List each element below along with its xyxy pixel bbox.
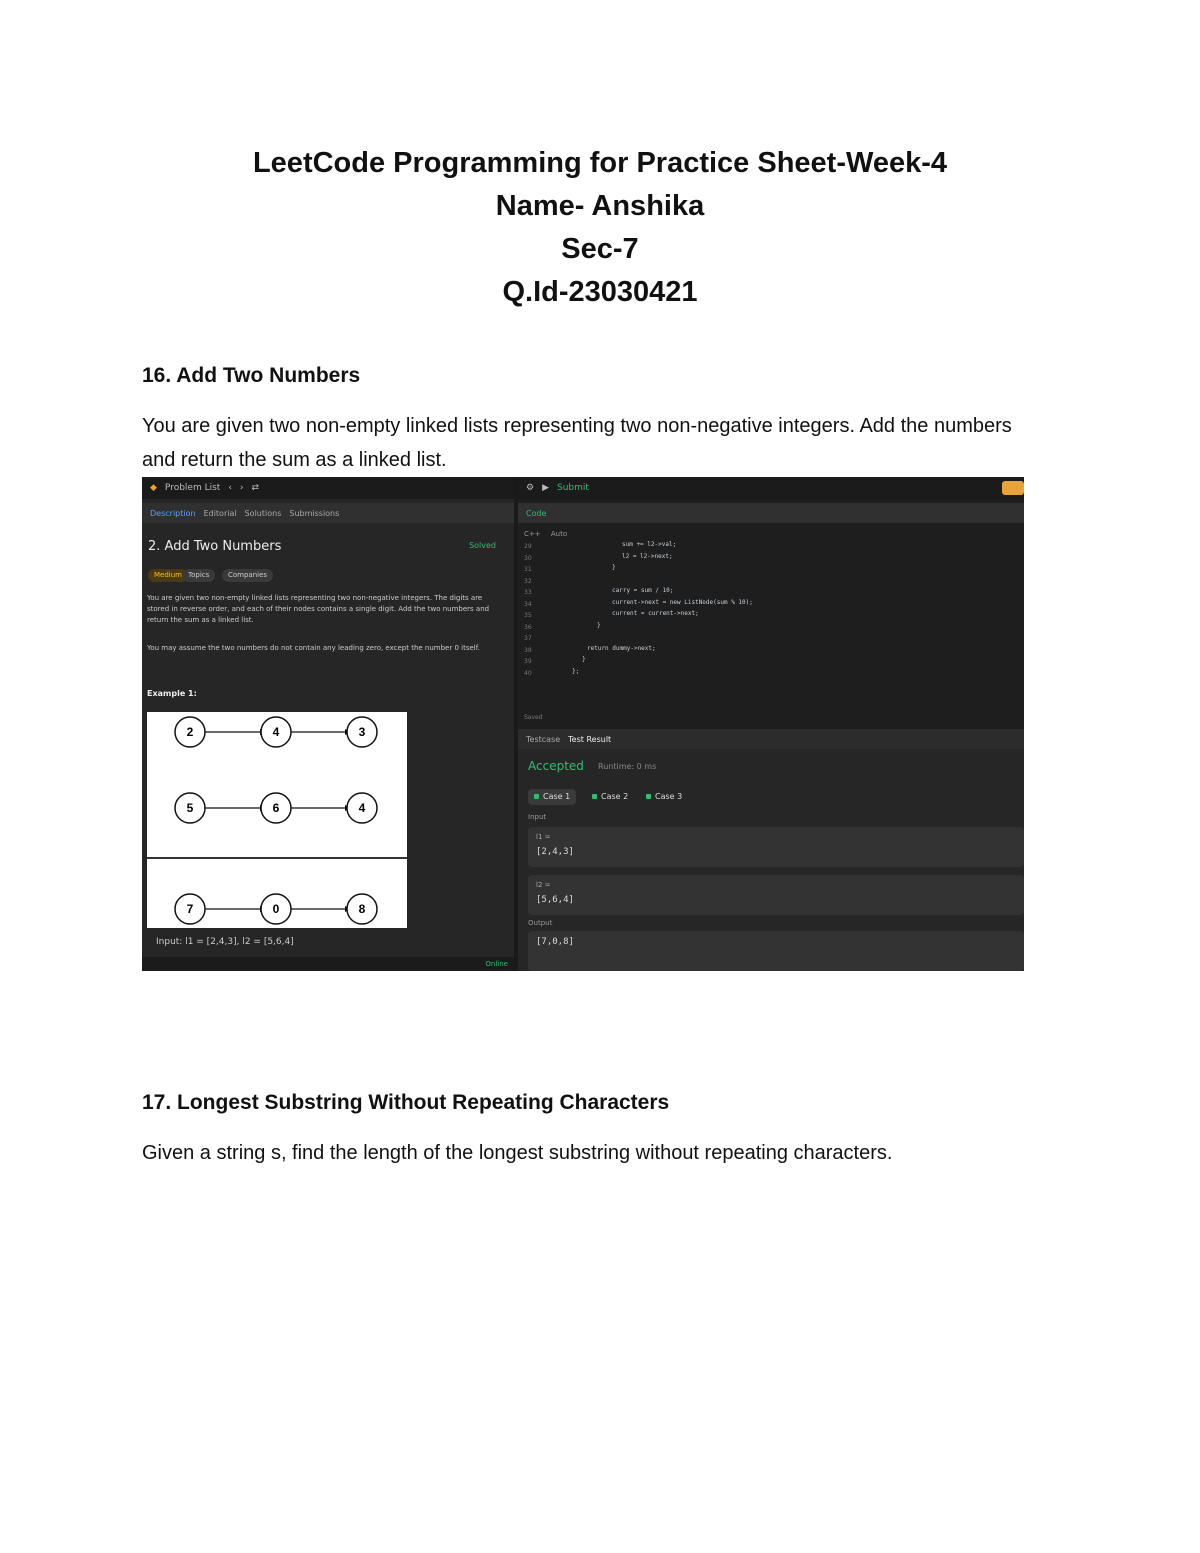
code-line: carry = sum / 10; [612,587,674,594]
problem-title: 2. Add Two Numbers [148,539,282,554]
code-line: } [582,656,586,663]
code-line: }; [572,667,580,675]
question-16-title: 16. Add Two Numbers [142,364,361,387]
case-3-tab[interactable]: Case 3 [640,789,688,805]
tab-solutions[interactable]: Solutions [244,508,282,518]
tab-test-result[interactable]: Test Result [568,734,612,744]
line-number: 30 [524,554,532,562]
leetcode-logo-icon: ◆ [150,483,157,493]
editor-panel [518,477,1024,971]
line-number: 29 [524,543,532,550]
diagram-row-1 [175,717,377,747]
diagram-row-3 [175,894,377,924]
leetcode-screenshot [142,477,1024,971]
question-16-description: You are given two non-empty linked lists representing two non-negative integers. Add the numbers and return the sum as a linked list. [142,415,1012,471]
student-name: Name- Anshika [495,190,705,222]
companies-pill[interactable]: Companies [222,569,273,582]
question-id: Q.Id-23030421 [502,276,698,308]
online-status: Online [485,960,508,968]
tab-submissions[interactable]: Submissions [289,508,340,518]
line-number: 38 [524,646,532,654]
submit-button[interactable]: Submit [557,483,589,493]
mode-select[interactable]: Auto [550,530,568,538]
problem-text-1: You are given two non-empty linked lists representing two non-negative integers. The digits are stored in reverse order, and each of their nodes contains a single digit. Add the two numbers and return the sum as a linked list. [147,594,490,624]
node-label: 7 [186,902,194,916]
accepted-status: Accepted [528,759,584,773]
line-number: 37 [524,635,532,642]
line-number: 31 [524,566,532,573]
output-field: [7,0,8] [528,931,1024,971]
line-number: 36 [524,623,532,631]
diagram-row-2 [175,793,377,823]
editor-top-bar [518,477,1024,499]
tab-code[interactable]: Code [526,508,547,518]
line-number: 33 [524,589,532,596]
result-tabs [518,729,1024,749]
problem-list-link[interactable]: Problem List [164,483,221,493]
node-label: 8 [358,902,366,916]
solved-badge: Solved [469,541,496,550]
chevron-left-icon[interactable]: ‹ [228,483,232,493]
node-label: 4 [272,725,280,739]
input-field-l2: l2 = [5,6,4] [528,875,1024,915]
linked-list-diagram [147,712,407,928]
chevron-right-icon[interactable]: › [239,483,244,493]
node-label: 5 [186,801,194,815]
tab-editorial[interactable]: Editorial [203,508,237,518]
problem-tabs [142,503,514,523]
case-1-tab[interactable]: Case 1 [528,789,576,805]
test-results-panel [518,729,1024,971]
problem-status-bar [142,957,514,971]
output-label: Output [528,919,553,927]
code-line: current->next = new ListNode(sum % 10); [612,598,753,606]
example-input: Input: l1 = [2,4,3], l2 = [5,6,4] [156,937,294,947]
shuffle-icon[interactable]: ⇄ [251,483,260,493]
question-17-title: 17. Longest Substring Without Repeating Characters [142,1091,670,1114]
run-icon[interactable]: ▶ [542,483,549,493]
node-label: 4 [358,801,366,815]
tab-testcase[interactable]: Testcase [526,734,561,744]
section: Sec-7 [561,233,639,265]
code-line: } [612,564,616,571]
example-label: Example 1: [147,689,197,698]
editor-saved-status: Saved [524,714,543,721]
node-label: 3 [358,725,366,739]
node-label: 6 [272,801,280,815]
code-line: return dummy->next; [587,644,656,652]
input-label: Input [528,813,547,821]
tab-description[interactable]: Description [150,508,196,518]
debug-icon[interactable]: ⚙ [526,483,535,493]
topics-pill[interactable]: Topics [182,569,215,582]
question-17-description: Given a string s, find the length of the longest substring without repeating characters. [142,1142,893,1164]
language-select[interactable]: C++ [524,530,541,538]
difficulty-pill: Medium [148,569,188,582]
line-number: 39 [524,658,532,665]
problem-panel [142,477,514,971]
line-number: 35 [524,612,532,619]
code-line: sum += l2->val; [622,541,677,548]
document-title: LeetCode Programming for Practice Sheet-Week-4 [252,147,948,179]
document-header [0,142,1200,314]
line-number: 40 [524,669,532,677]
runtime-text: Runtime: 0 ms [598,762,657,771]
problem-text-2: You may assume the two numbers do not contain any leading zero, except the number 0 itself. [147,644,480,652]
code-editor[interactable] [518,525,1024,725]
line-number: 32 [524,577,532,585]
code-line: current = current->next; [612,610,699,617]
node-label: 0 [272,902,280,916]
input-field-l1: l1 = [2,4,3] [528,827,1024,867]
premium-button[interactable] [1002,481,1024,495]
problem-top-bar [142,477,514,499]
case-2-tab[interactable]: Case 2 [586,789,634,805]
line-number: 34 [524,600,532,608]
code-tab-bar [518,503,1024,523]
node-label: 2 [186,725,194,739]
code-line: } [597,621,601,629]
code-line: l2 = l2->next; [622,552,673,560]
